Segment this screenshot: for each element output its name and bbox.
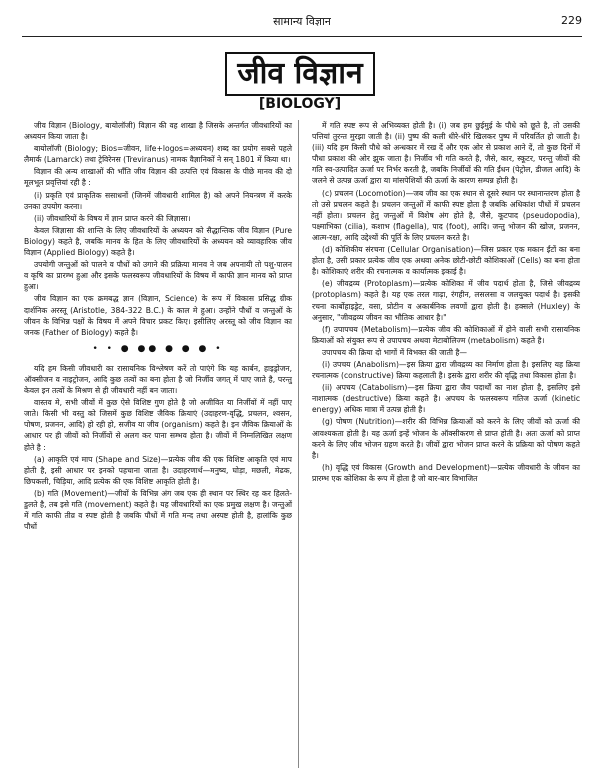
- right-column: [312, 120, 580, 485]
- paragraph: वास्तव मे, सभी जीवों में कुछ ऐसे विशिष्ट गुण होते है जो अजीवित या निर्जीवों में नहीं पाए जाते। किसी भी वस्तु को जिसमें कुछ विशिष्ट जैविक क्रियाएं (उदाहरण-वृद्धि, प्रचलन, श्वसन, पोषण, प्रजनन, आदि) हो रही हो, सजीव या जीव (organism) कहते है। इन जैविक क्रियाओं के आधार पर ही जीवों को निर्जीवों से अलग कर पाना सम्भव होता है। जीवों में निम्नलिखित लक्षण होते है :: [24, 398, 292, 452]
- paragraph: (g) पोषण (Nutrition)—शरीर की विभिन्न क्रियाओं को करने के लिए जीवों को ऊर्जा की आवश्यकता होती है। यह ऊर्जा इन्हें भोजन के ऑक्सीकरण से प्राप्त होती है। अतः ऊर्जा को प्राप्त करने के लिए जीव भोजन ग्रहण करते है। जीवों द्वारा भोजन प्राप्त करने के प्रक्रिया को पोषण कहते है।: [312, 417, 580, 460]
- paragraph: (f) उपापचय (Metabolism)—प्रत्येक जीव की कोशिकाओं में होने वाली सभी रासायनिक क्रियाओं को संयुक्त रूप से उपापचय अथवा मेटाबोलिज्म (metabolism) कहते है।: [312, 324, 580, 345]
- paragraph: जीव विज्ञान का एक क्रमबद्ध ज्ञान (विज्ञान, Science) के रूप में विकास प्रसिद्ध ग्रीक दार्शनिक अरस्तू (Aristotle, 384-322 B.C.) के काल मे हुआ। उन्होंने पौधों व जन्तुओं के जीवन के विभिन्न पक्षों के विषय में अपने विचार प्रकट किए। इसीलिए अरस्तू को जीव विज्ञान का जनक (Father of Biology) कहते है।: [24, 294, 292, 337]
- chapter-title: जीव विज्ञान: [225, 52, 374, 96]
- chapter-title-box: [0, 52, 600, 96]
- running-head: सामान्य विज्ञान: [273, 15, 331, 28]
- paragraph: विज्ञान की अन्य शाखाओं की भाँति जीव विज्ञान की उत्पत्ति एवं विकास के पीछे मानव की दो मूलभूत प्रवृत्तियां रही है :: [24, 167, 292, 188]
- chapter-subtitle: [BIOLOGY]: [258, 96, 342, 112]
- paragraph: (a) आकृति एवं माप (Shape and Size)—प्रत्येक जीव की एक विशिष्ट आकृति एवं माप होती है, इसी आधार पर इनको पहचाना जाता है। उदाहरणार्थ—मनुष्य, घोड़ा, मछली, मेढक, छिपकली, चिड़िया, आदि प्रत्येक की एक विशिष्ट आकृति होती है।: [24, 454, 292, 486]
- paragraph: यदि हम किसी जीवधारी का रासायनिक विश्लेषण करें तो पाएंगे कि यह कार्बन, हाइड्रोजन, ऑक्सीजन व नाइट्रोजन, आदि कुछ तत्वों का बना होता है जो निर्जीव जगत् में पाए जाते है, परन्तु केवल इन तत्वों के मिश्रण से ही जीवधारी नहीं बन जाता।: [24, 363, 292, 396]
- paragraph: में गति स्पष्ट रूप से अभिव्यक्त होती है। (i) जब हम छुईमुई के पौधे को छूते है, तो उसकी पत्तियां तुरन्त मुरझा जाती है। (ii) पुष्प की कली धीरे-धीरे खिलकर पुष्प में परिवर्तित हो जाती है। (iii) यदि हम किसी पौधे को अन्धकार में रख दें और एक ओर से प्रकाश आने दें, तो कुछ दिनों में पौधा प्रकाश की ओर झुक जाता है। निर्जीव भी गति करते है, जैसे, कार, स्कूटर, परन्तु जीवों की गति स्व-उत्पादित ऊर्जा पर निर्भर करती है, जबकि निर्जीवों की गति ईंधन (पेट्रोल, डीजल आदि) के जलने से उत्पन्न ऊर्जा द्वारा या मांसपेशियों की ऊर्जा के कारण सम्पन्न होती है।: [312, 121, 580, 186]
- paragraph: केवल जिज्ञासा की शान्ति के लिए जीवधारियों के अध्ययन को सैद्धान्तिक जीव विज्ञान (Pure Biology) कहते है, जबकि मानव के हित के लिए जीवधारियों के अध्ययन को व्यावहारिक जीव विज्ञान (Applied Biology) कहते है।: [24, 225, 292, 258]
- paragraph: (h) वृद्धि एवं विकास (Growth and Development)—प्रत्येक जीवधारी के जीवन का प्रारम्भ एक कोशिका के रूप में होता है जो बार-बार विभाजित: [312, 462, 580, 483]
- paragraph: उपापचय की क्रिया दो भागों में विभक्त की जाती है—: [322, 347, 468, 357]
- left-column: [24, 120, 292, 533]
- paragraph: (i) उपचय (Anabolism)—इस क्रिया द्वारा जीवद्रव्य का निर्माण होता है। इसलिए यह क्रिया रचनात्मक (constructive) क्रिया कहलाती है। इसके द्वारा शरीर की वृद्धि तथा विकास होता है।: [312, 359, 580, 381]
- page-header: [22, 10, 582, 37]
- paragraph: जीव विज्ञान (Biology, बायोलॉजी) विज्ञान की वह शाखा है जिसके अन्तर्गत जीवधारियों का अध्ययन किया जाता है।: [24, 121, 292, 142]
- list-item: (ii) जीवधारियों के विषय में ज्ञान प्राप्त करने की जिज्ञासा।: [34, 213, 191, 223]
- column-divider: [298, 120, 299, 768]
- paragraph: (e) जीवद्रव्य (Protoplasm)—प्रत्येक कोशिका में जीव पदार्थ होता है, जिसे जीवद्रव्य (protoplasm) कहते है। यह एक तरल गाढ़ा, रंगहीन, लसलसा व जलयुक्त पदार्थ है। इसकी रचना कार्बोहाइड्रेट, वसा, प्रोटीन व अकार्बनिक लवणों द्वारा होती है। हक्सले (Huxley) के अनुसार, "जीवद्रव्य जीवन का भौतिक आधार है।": [312, 279, 580, 322]
- paragraph: (c) प्रचलन (Locomotion)—जब जीव का एक स्थान से दूसरे स्थान पर स्थानान्तरण होता है तो उसे प्रचलन कहते है। प्रचलन जन्तुओं में काफी स्पष्ट होता है जबकि अधिकांश पौधों में प्रचलन नहीं होता। प्रचलन हेतु जन्तुओं में विशेष अंग होते है, जैसे, कूटपाद (pseudopodia), पक्ष्माभिका (cilia), कशाभ (flagella), पाद (foot), आदि। जन्तु भोजन की खोज, प्रजनन, आत्म-रक्षा, आदि उद्देश्यों की पूर्ति के लिए प्रचलन करते है।: [312, 188, 580, 242]
- paragraph: (ii) अपचय (Catabolism)—इस क्रिया द्वारा जैव पदार्थों का नाश होता है, इसलिए इसे नाशात्मक (destructive) क्रिया कहते है। अपचय के फलस्वरूप गतिज ऊर्जा (kinetic energy) अधिक मात्रा में उत्पन्न होती है।: [312, 383, 580, 415]
- page-number: 229: [561, 14, 582, 27]
- paragraph: (d) कोशिकीय संरचना (Cellular Organisation)—जिस प्रकार एक मकान ईंटों का बना होता है, उसी प्रकार प्रत्येक जीव एक अथवा अनेक छोटी-छोटी कोशिकाओं (Cells) का बना होता है। कोशिकाएं शरीर की रचनात्मक व कार्यात्मक इकाई है।: [312, 245, 580, 277]
- list-item: (i) प्रकृति एवं प्राकृतिक ससाधनों (जिनमें जीवधारी शामिल है) को अपने नियन्त्रण में करके उनका उपयोग करना।: [24, 190, 292, 211]
- paragraph: (b) गति (Movement)—जीवों के विभिन्न अंग जब एक ही स्थान पर स्थिर रह कर हिलते-डुलते है, तब इसे गति (movement) कहते है। यह जीवधारियों का एक प्रमुख लक्षण है। जन्तुओं में गति काफी तीव्र व स्पष्ट होती है जबकि पौधों में गति मन्द तथा अस्पष्ट होती है, हालांकि कुछ पौधों: [24, 488, 292, 532]
- paragraph: बायोलॉजी (Biology; Bios=जीवन, life+logos=अध्ययन) शब्द का प्रयोग सबसे पहले लैमार्क (Lamarck) तथा ट्रेविरेनस (Treviranus) नामक वैज्ञानिकों ने सन् 1801 में किया था।: [24, 144, 292, 165]
- ornament-divider: • • ● ●● ● ● ● •: [92, 343, 224, 354]
- paragraph: उपयोगी जन्तुओं को पालने व पौधों को उगाने की प्रक्रिया मानव ने जब अपनायी तो पशु-पालन व कृषि का प्रारम्भ हुआ और इसके फलस्वरूप जीवधारियों के विषय में काफी ज्ञान मानव को प्राप्त हुआ।: [24, 260, 292, 292]
